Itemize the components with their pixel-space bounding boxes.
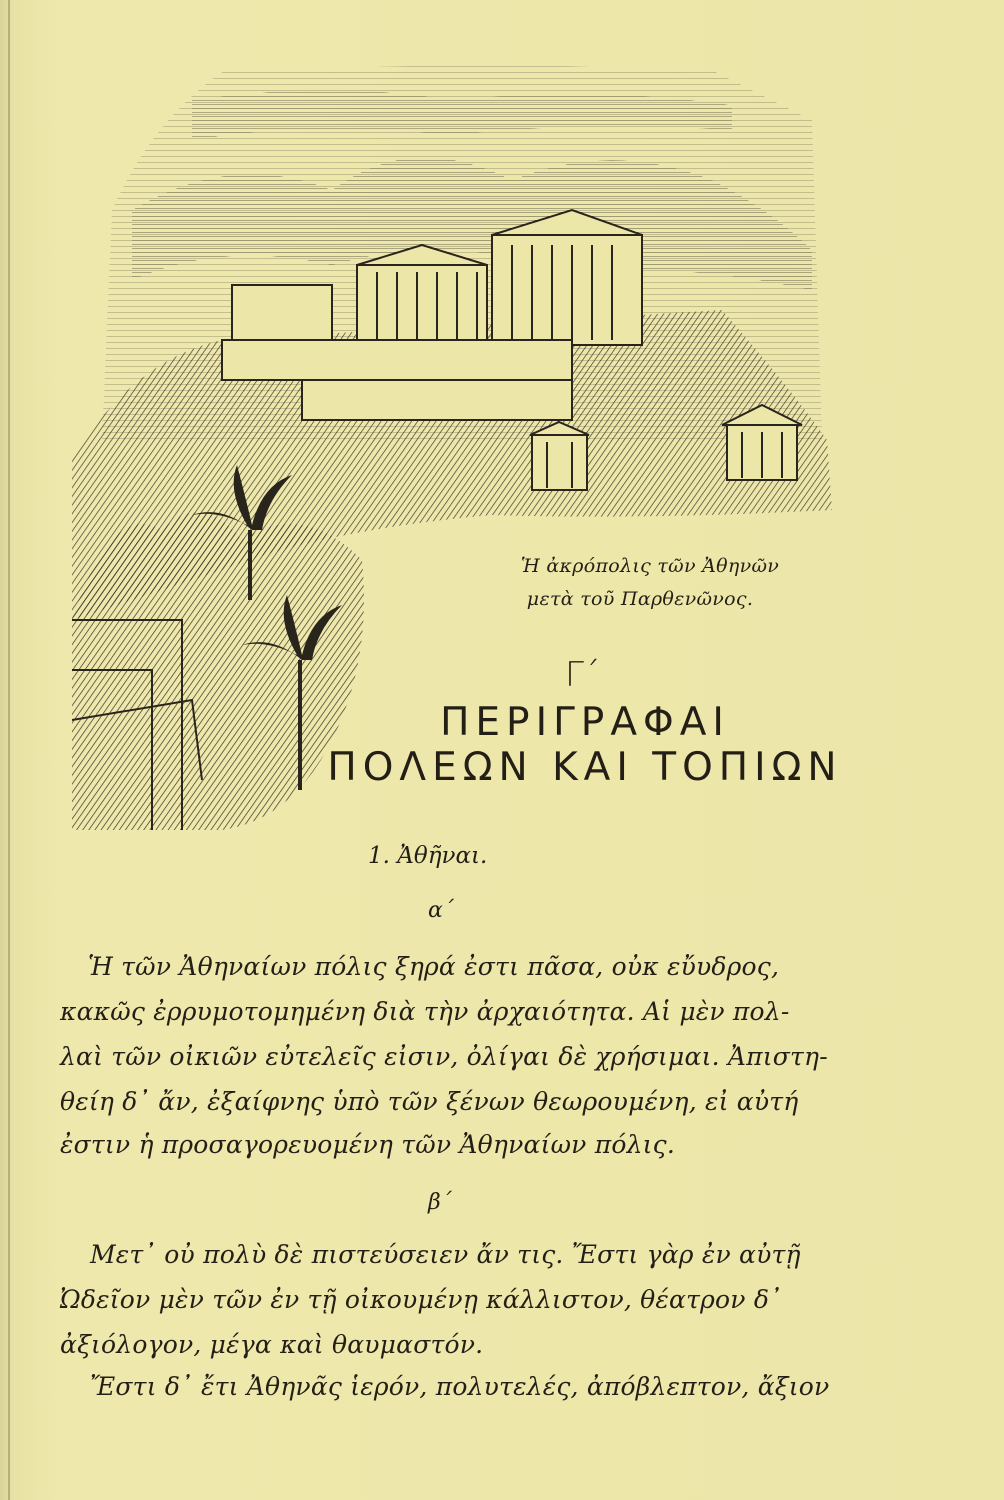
chapter-numeral: Γ΄ xyxy=(565,655,601,695)
chapter-title-line1: ΠΕΡΙΓΡΑΦΑΙ xyxy=(440,700,730,745)
page-gutter xyxy=(8,0,10,1500)
paragraph-line: Ἔστι δ᾽ ἔτι Ἀθηνᾶς ἱερόν, πολυτελές, ἀπόβλεπτον, ἄξιον xyxy=(90,1372,830,1401)
figure-caption-line2: μετὰ τοῦ Παρθενῶνος. xyxy=(526,588,754,610)
paragraph-line: Μετ᾽ οὐ πολὺ δὲ πιστεύσειεν ἄν τις. Ἔστι γὰρ ἐν αὐτῇ xyxy=(90,1240,801,1269)
figure-caption-line1: Ἡ ἀκρόπολις τῶν Ἀθηνῶν xyxy=(520,555,780,577)
section-title: 1. Ἀθῆναι. xyxy=(368,843,488,869)
paragraph-line: Ἡ τῶν Ἀθηναίων πόλις ξηρά ἐστι πᾶσα, οὐκ εὔυδρος, xyxy=(88,952,780,981)
subsection-marker-a: α΄ xyxy=(428,898,454,923)
paragraph-line: λαὶ τῶν οἰκιῶν εὐτελεῖς εἰσιν, ὀλίγαι δὲ χρήσιμαι. Ἀπιστη- xyxy=(60,1042,828,1071)
chapter-title-line2: ΠΟΛΕΩΝ ΚΑΙ ΤΟΠΙΩΝ xyxy=(327,745,843,790)
paragraph-line: ἀξιόλογον, μέγα καὶ θαυμαστόν. xyxy=(60,1330,484,1359)
paragraph-line: κακῶς ἐρρυμοτομημένη διὰ τὴν ἀρχαιότητα. Αἱ μὲν πολ- xyxy=(60,997,790,1026)
paragraph-line: ἐστιν ἡ προσαγορευομένη τῶν Ἀθηναίων πόλις. xyxy=(60,1130,675,1159)
paragraph-line: Ὠδεῖον μὲν τῶν ἐν τῇ οἰκουμένῃ κάλλιστον, θέατρον δ᾽ xyxy=(60,1285,782,1314)
paragraph-line: θείη δ᾽ ἄν, ἐξαίφνης ὑπὸ τῶν ξένων θεωρουμένη, εἰ αὐτή xyxy=(60,1087,799,1116)
subsection-marker-b: β΄ xyxy=(428,1190,452,1215)
